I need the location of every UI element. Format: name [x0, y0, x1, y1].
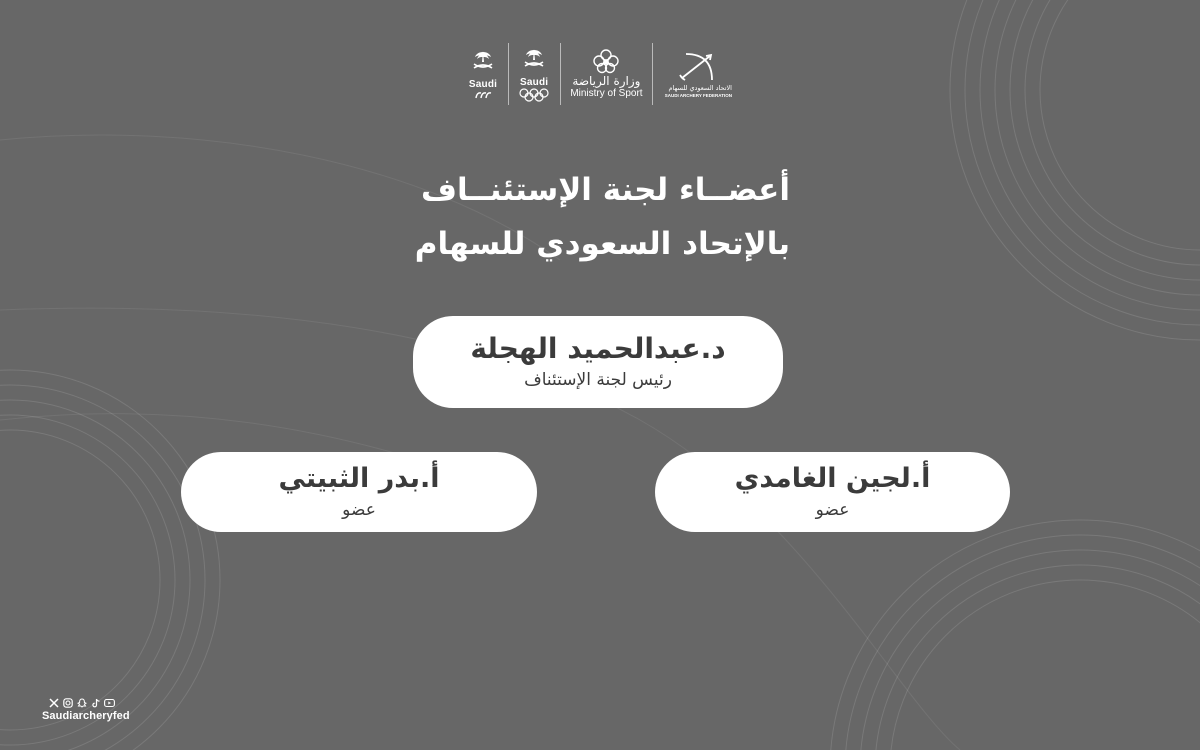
- ministry-flower-emblem-icon: [592, 48, 620, 74]
- member-name: أ.بدر الثبيتي: [278, 463, 440, 494]
- chair-role: رئيس لجنة الإستئناف: [524, 370, 672, 390]
- member-role: عضو: [342, 500, 376, 520]
- snapchat-icon: [76, 697, 87, 708]
- tiktok-icon: [90, 697, 101, 708]
- palm-swords-olympic-icon: [519, 46, 549, 76]
- ministry-english-name: Ministry of Sport: [570, 88, 643, 99]
- social-icons-row: [48, 697, 162, 708]
- page-title-line-2: بالإتحاد السعودي للسهام: [414, 226, 790, 262]
- saudi-wordmark: Saudi: [468, 79, 498, 90]
- paralympic-agitos-icon: [474, 90, 492, 100]
- chair-name: د.عبدالحميد الهجلة: [470, 332, 726, 365]
- page-title-line-1: أعضــاء لجنة الإستئنــاف: [420, 172, 790, 208]
- logo-divider: [652, 43, 653, 105]
- logo-bar: [468, 38, 732, 110]
- archery-bow-arrow-icon: [676, 50, 718, 84]
- olympic-rings-icon: [518, 88, 550, 102]
- member-name: أ.لجين الغامدي: [734, 463, 931, 494]
- committee-chair-card: [413, 316, 783, 408]
- federation-english-name: SAUDI ARCHERY FEDERATION: [664, 92, 732, 98]
- instagram-icon: [62, 697, 73, 708]
- palm-swords-paralympic-icon: [468, 48, 498, 78]
- saudi-wordmark: Saudi: [520, 77, 549, 88]
- social-links: [42, 697, 162, 722]
- logo-divider: [508, 43, 509, 105]
- youtube-icon: [104, 697, 115, 708]
- saudi-paralympic-logo: [468, 48, 498, 100]
- federation-name: [665, 84, 732, 99]
- logo-divider: [560, 43, 561, 105]
- committee-member-card: [181, 452, 537, 532]
- member-role: عضو: [815, 500, 850, 520]
- social-handle: Saudiarcheryfed: [42, 710, 130, 722]
- saudi-olympic-logo: [518, 46, 550, 102]
- saudi-archery-federation-logo: [663, 50, 732, 99]
- ministry-of-sport-logo: [570, 48, 642, 100]
- ministry-arabic-name: وزارة الرياضة: [572, 74, 641, 88]
- federation-arabic-name: الاتحاد السعودي للسهام: [668, 83, 732, 92]
- committee-member-card: [655, 452, 1010, 532]
- x-icon: [48, 697, 59, 708]
